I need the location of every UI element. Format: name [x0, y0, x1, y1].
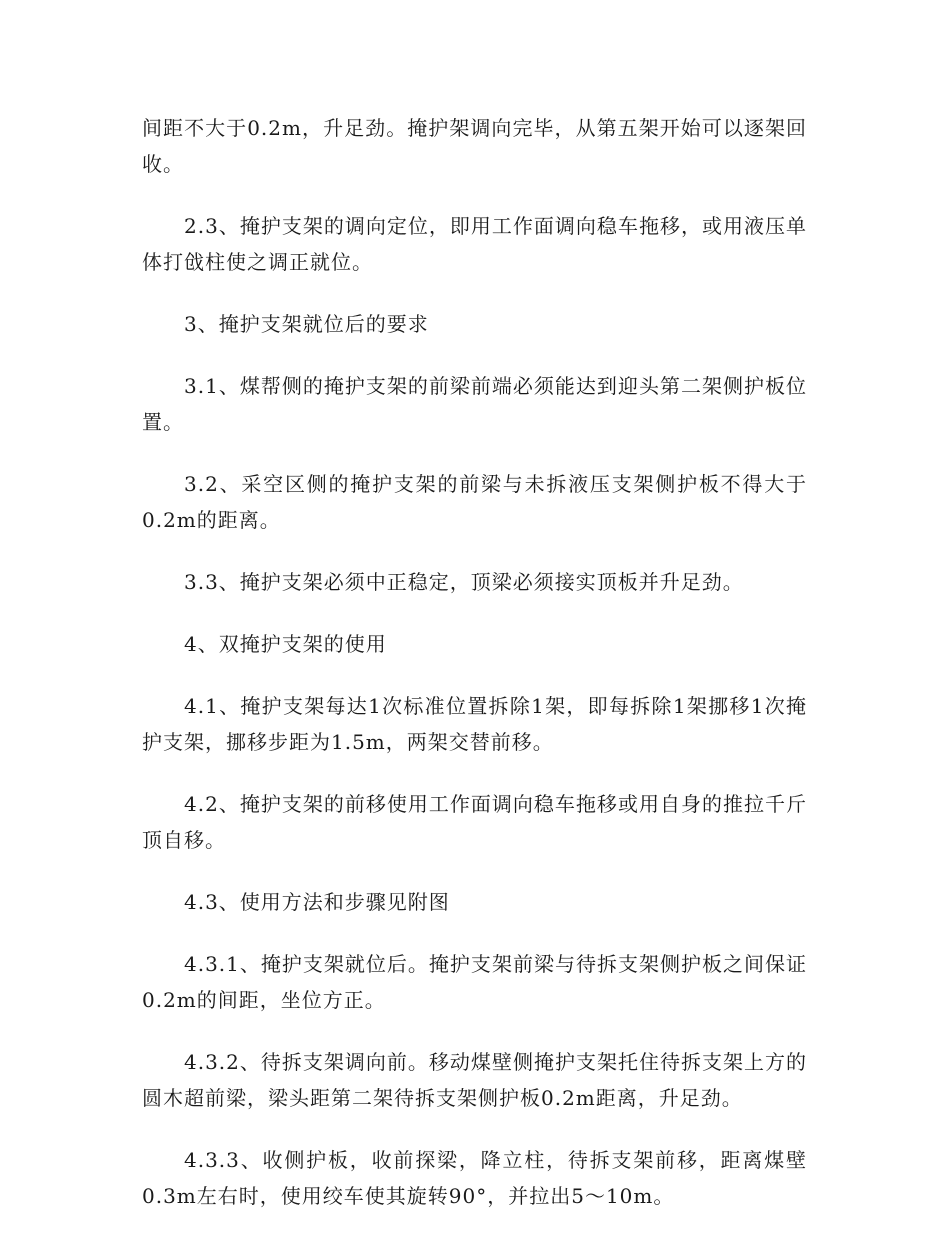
- paragraph-3-2: 3.2、采空区侧的掩护支架的前梁与未拆液压支架侧护板不得大于0.2m的距离。: [142, 472, 807, 532]
- paragraph-continuation: 间距不大于0.2m，升足劲。掩护架调向完毕，从第五架开始可以逐架回收。: [142, 116, 807, 176]
- paragraph-3-3: 3.3、掩护支架必须中正稳定，顶梁必须接实顶板并升足劲。: [184, 570, 744, 594]
- paragraph-4-3-2: 4.3.2、待拆支架调向前。移动煤壁侧掩护支架托住待拆支架上方的圆木超前梁，梁头距第二架待拆支架侧护板0.2m距离，升足劲。: [142, 1050, 807, 1110]
- document-body: [142, 110, 807, 1240]
- section-heading-3: 3、掩护支架就位后的要求: [184, 312, 429, 336]
- paragraph-4-3: 4.3、使用方法和步骤见附图: [184, 890, 450, 914]
- paragraph-4-3-1: 4.3.1、掩护支架就位后。掩护支架前梁与待拆支架侧护板之间保证0.2m的间距，坐位方正。: [142, 952, 807, 1012]
- paragraph-2-3: 2.3、掩护支架的调向定位，即用工作面调向稳车拖移，或用液压单体打戗柱使之调正就位。: [142, 214, 807, 274]
- section-heading-4: 4、双掩护支架的使用: [184, 632, 387, 656]
- paragraph-4-1: 4.1、掩护支架每达1次标准位置拆除1架，即每拆除1架挪移1次掩护支架，挪移步距为1.5m，两架交替前移。: [142, 694, 807, 754]
- paragraph-4-3-3: 4.3.3、收侧护板，收前探梁，降立柱，待拆支架前移，距离煤壁0.3m左右时，使用绞车使其旋转90°，并拉出5～10m。: [142, 1148, 807, 1208]
- paragraph-4-2: 4.2、掩护支架的前移使用工作面调向稳车拖移或用自身的推拉千斤顶自移。: [142, 792, 807, 852]
- paragraph-3-1: 3.1、煤帮侧的掩护支架的前梁前端必须能达到迎头第二架侧护板位置。: [142, 374, 807, 434]
